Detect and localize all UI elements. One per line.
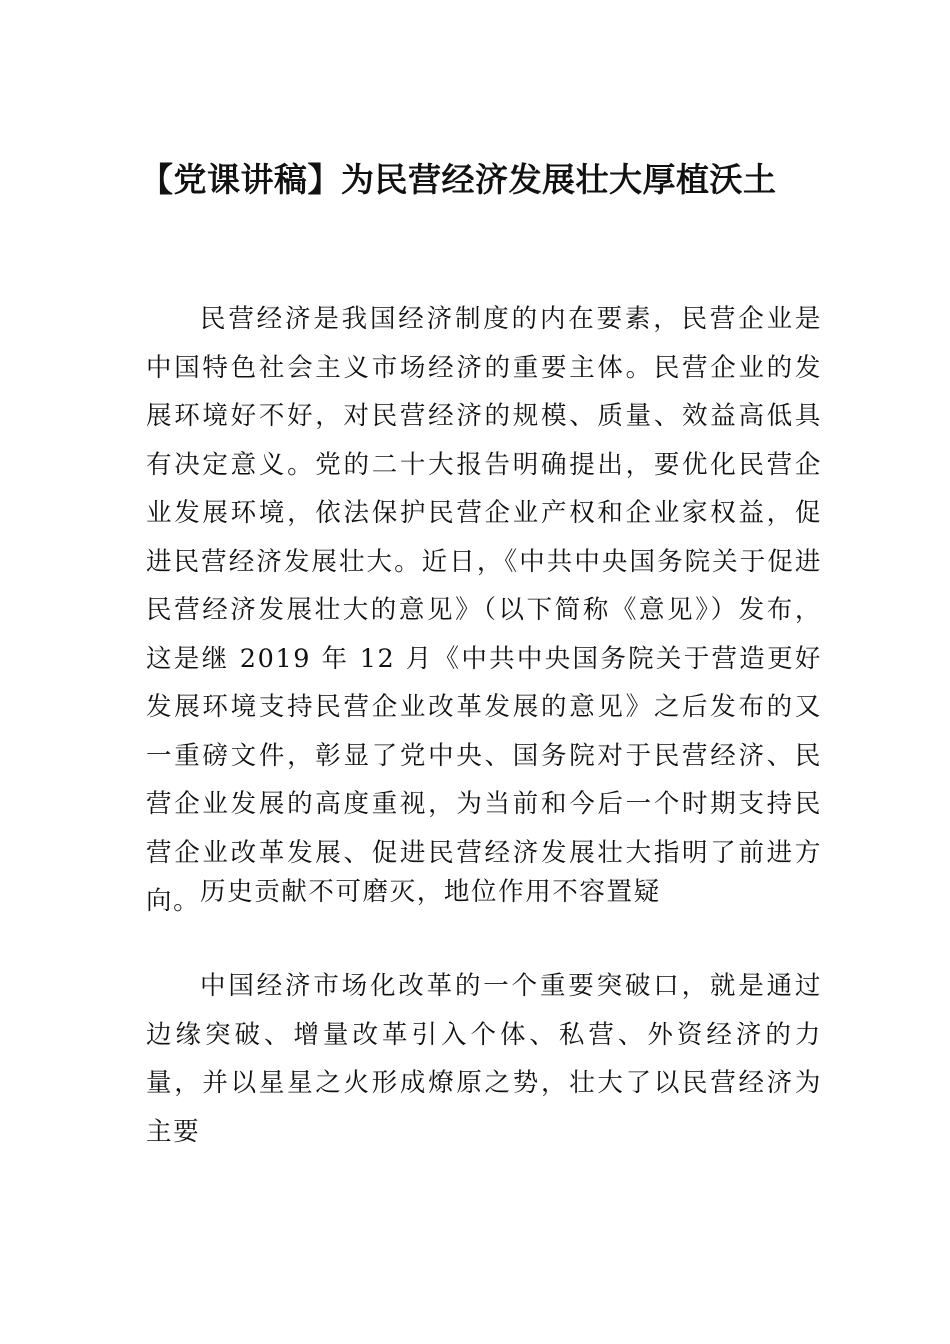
body-paragraph: 中国经济市场化改革的一个重要突破口，就是通过边缘突破、增量改革引入个体、私营、外资经济的力量，并以星星之火形成燎原之势，壮大了以民营经济为主要 (146, 971, 822, 1147)
document-title: 【党课讲稿】为民营经济发展壮大厚植沃土 (140, 160, 777, 199)
body-paragraph: 民营经济是我国经济制度的内在要素，民营企业是中国特色社会主义市场经济的重要主体。民营企业的发展环境好不好，对民营经济的规模、质量、效益高低具有决定意义。党的二十大报告明确提出，要优化民营企业发展环境，依法保护民营企业产权和企业家权益，促进民营经济发展壮大。近日，《中共中央国务院关于促进民营经济发展壮大的意见》（以下简称《意见》）发布， 这是继 2019 年 12 月《中共中央国务院关于营造更好发展环境支持民营企业改革发展的意见》之后发布的又一重磅文件，彰显了党中央、国务院对于民营经济、民营企业发展的高度重视，为当前和今后一个时期支持民营企业改革发展、促进民营经济发展壮大指明了前进方向。 (146, 304, 822, 916)
section-heading: 历史贡献不可磨灭，地位作用不容置疑 (200, 877, 661, 907)
